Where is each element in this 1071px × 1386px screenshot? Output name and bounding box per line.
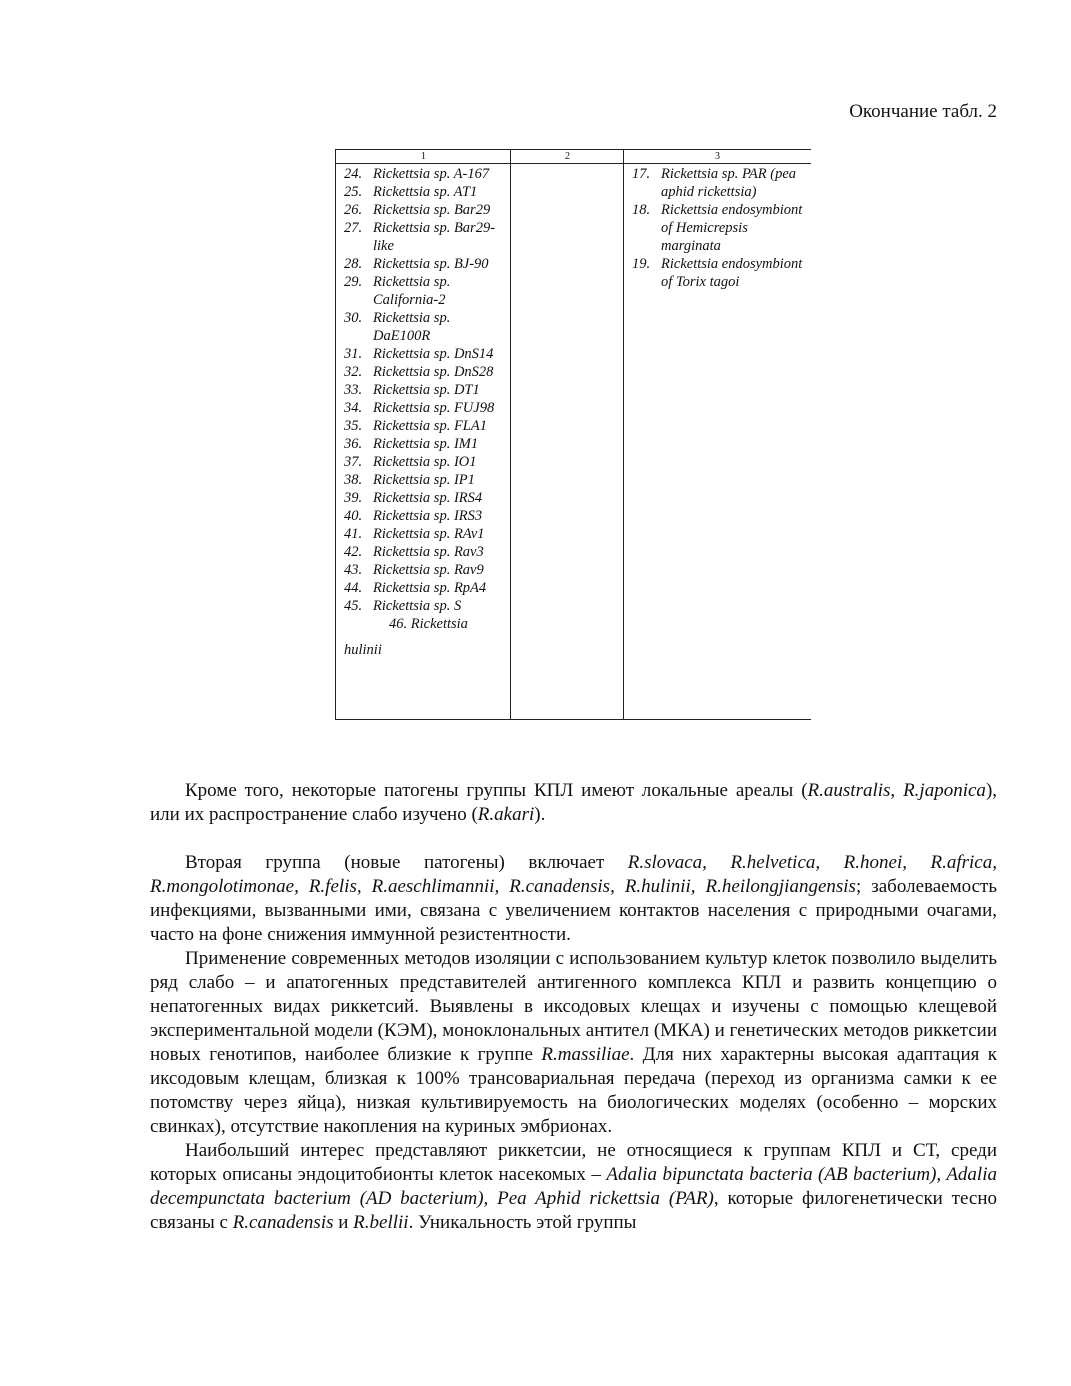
table-list-item — [344, 381, 510, 399]
table-list-item — [632, 165, 810, 201]
table-list-item — [344, 165, 510, 183]
paragraph-1: Кроме того, некоторые патогены группы КПЛ имеют локальные ареалы (R.australis, R.japonica), или их распространение слабо изучено (R.akari). — [150, 780, 998, 825]
item-species-name: Rickettsia sp. IP1 — [373, 472, 475, 488]
item-number: 17. — [632, 166, 651, 182]
item-number: 31. — [344, 346, 363, 362]
item-species-name: Rickettsia sp. RpA4 — [373, 580, 487, 596]
item-number: 42. — [344, 544, 363, 560]
table-list-item — [344, 255, 510, 273]
table-list-item-46-head: 46. Rickettsia — [389, 616, 468, 632]
item-number: 38. — [344, 472, 363, 488]
table-list-item — [344, 201, 510, 219]
item-species-name: Rickettsia sp. California-2 — [373, 274, 451, 308]
table-list-item — [344, 363, 510, 381]
table-list-item-46-tail: hulinii — [344, 642, 382, 658]
item-species-name: Rickettsia endosymbiont of Torix tagoi — [661, 256, 803, 290]
table-caption: Окончание табл. 2 — [849, 101, 997, 122]
table-list-item — [344, 597, 510, 615]
item-species-name: Rickettsia sp. Rav3 — [373, 544, 484, 560]
item-species-name: Rickettsia sp. AT1 — [373, 184, 478, 200]
table-list-item — [632, 201, 810, 255]
item-number: 45. — [344, 598, 363, 614]
paragraph-3: Применение современных методов изоляции с использованием культур клеток позволило выделить ряд слабо – и апатогенных представителей антигенного комплекса КПЛ и развить концепцию о непатогенных видах риккетсий. Выявлены в иксодовых клещах и изучены с помощью клещевой экспериментальной модели (КЭМ), моноклональных антител (МКА) и генетических методов риккетсии новых генотипов, наиболее близкие к группе R.massiliae. Для них характерны высокая адаптация к иксодовым клещам, близкая к 100% трансовариальная передача (переход из организма самки к ее потомству через яйца), низкая культивируемость на биологических моделях (особенно – морских свинках), отсутствие накопления на куриных эмбрионах. — [150, 948, 998, 1137]
body-text — [150, 779, 997, 1235]
item-species-name: Rickettsia sp. IO1 — [373, 454, 477, 470]
item-number: 44. — [344, 580, 363, 596]
column-divider — [510, 150, 511, 719]
item-number: 29. — [344, 274, 363, 290]
item-species-name: Rickettsia sp. FUJ98 — [373, 400, 495, 416]
item-species-name: Rickettsia sp. S — [373, 598, 462, 614]
table-column-3 — [632, 165, 810, 291]
item-species-name: Rickettsia sp. FLA1 — [373, 418, 487, 434]
table-list-item — [344, 489, 510, 507]
item-species-name: Rickettsia sp. PAR (pea aphid rickettsia) — [661, 166, 797, 200]
item-species-name: Rickettsia sp. DaE100R — [373, 310, 451, 344]
item-number: 32. — [344, 364, 363, 380]
table-list-item — [344, 525, 510, 543]
table-list-item — [344, 219, 510, 255]
item-species-name: Rickettsia sp. A-167 — [373, 166, 490, 182]
table-list-item — [344, 507, 510, 525]
paragraph-4: Наибольший интерес представляют риккетсии, не относящиеся к группам КПЛ и СТ, среди которых описаны эндоцитобионты клеток насекомых – Adalia bipunctata bacteria (AB bacterium), Adalia decempunctata bacterium (AD bacterium), Pea Aphid rickettsia (PAR), которые филогенетически тесно связаны с R.canadensis и R.bellii. Уникальность этой группы — [150, 1140, 997, 1233]
table-list-item — [344, 543, 510, 561]
item-species-name: Rickettsia sp. BJ-90 — [373, 256, 489, 272]
item-number: 43. — [344, 562, 363, 578]
item-species-name: Rickettsia sp. DnS14 — [373, 346, 494, 362]
item-number: 26. — [344, 202, 363, 218]
item-number: 35. — [344, 418, 363, 434]
item-number: 25. — [344, 184, 363, 200]
item-number: 30. — [344, 310, 363, 326]
table-list-item — [632, 255, 810, 291]
item-number: 37. — [344, 454, 363, 470]
item-species-name: Rickettsia sp. IM1 — [373, 436, 479, 452]
item-species-name: Rickettsia sp. Bar29-like — [373, 220, 496, 254]
item-species-name: Rickettsia sp. IRS4 — [373, 490, 483, 506]
item-species-name: Rickettsia sp. Rav9 — [373, 562, 484, 578]
table-list-item — [344, 435, 510, 453]
paragraph-2: Вторая группа (новые патогены) включает R.slovaca, R.helvetica, R.honei, R.africa, R.mongolotimonae, R.felis, R.aeschlimannii, R.canadensis, R.hulinii, R.heilongjiangensis; заболеваемость инфекциями, вызванными ими, связана с увеличением контактов населения с природными очагами, часто на фоне снижения иммунной резистентности. — [150, 852, 997, 945]
table-column-1 — [344, 165, 510, 659]
table-list-item — [344, 309, 510, 345]
table-header-3: 3 — [624, 150, 811, 164]
item-number: 36. — [344, 436, 363, 452]
table-list-item — [344, 561, 510, 579]
item-number: 19. — [632, 256, 651, 272]
table-list-item — [344, 579, 510, 597]
item-number: 33. — [344, 382, 363, 398]
item-number: 39. — [344, 490, 363, 506]
item-number: 34. — [344, 400, 363, 416]
table-list-item — [344, 399, 510, 417]
item-number: 24. — [344, 166, 363, 182]
item-species-name: Rickettsia sp. IRS3 — [373, 508, 483, 524]
table-header-2: 2 — [511, 150, 624, 164]
item-species-name: Rickettsia sp. DnS28 — [373, 364, 494, 380]
item-number: 27. — [344, 220, 363, 236]
table-list-item — [344, 273, 510, 309]
item-species-name: Rickettsia sp. Bar29 — [373, 202, 491, 218]
item-species-name: Rickettsia sp. DT1 — [373, 382, 480, 398]
table-list-item — [344, 183, 510, 201]
table-list-item — [344, 471, 510, 489]
table-list-item — [344, 417, 510, 435]
item-number: 40. — [344, 508, 363, 524]
item-species-name: Rickettsia endosymbiont of Hemicrepsis marginata — [661, 202, 803, 254]
item-number: 41. — [344, 526, 363, 542]
item-number: 28. — [344, 256, 363, 272]
table-header-1: 1 — [336, 150, 511, 164]
item-species-name: Rickettsia sp. RAv1 — [373, 526, 485, 542]
species-table — [335, 149, 811, 720]
column-divider — [623, 150, 624, 719]
item-number: 18. — [632, 202, 651, 218]
table-list-item — [344, 345, 510, 363]
table-list-item — [344, 453, 510, 471]
